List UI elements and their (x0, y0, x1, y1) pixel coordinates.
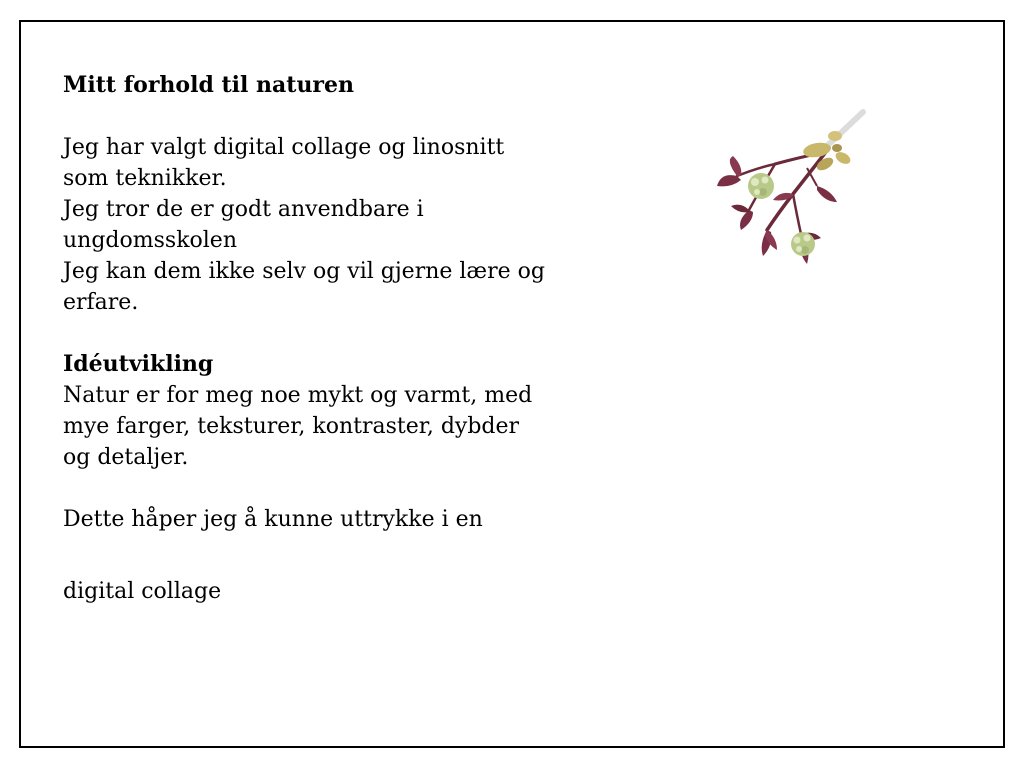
slide-text (63, 70, 623, 607)
spacer (63, 535, 623, 576)
intro-line: Jeg kan dem ikke selv og vil gjerne lære og (63, 259, 545, 284)
slide (19, 20, 1005, 748)
spacer (63, 101, 623, 132)
intro-line: Jeg tror de er godt anvendbare i (63, 197, 424, 222)
idea-line: mye farger, teksturer, kontraster, dybder (63, 414, 520, 439)
subheading: Idéutvikling (63, 351, 214, 377)
spacer (63, 473, 623, 504)
intro-line: Jeg har valgt digital collage og linosnitt (63, 135, 505, 160)
final-line: digital collage (63, 579, 222, 604)
idea-line: Natur er for meg noe mykt og varmt, med (63, 383, 533, 408)
budding-branch-icon (697, 106, 887, 281)
spacer (63, 318, 623, 349)
intro-line: ungdomsskolen (63, 228, 237, 253)
idea-line: og detaljer. (63, 445, 189, 470)
intro-line: erfare. (63, 290, 139, 315)
closing-line: Dette håper jeg å kunne uttrykke i en (63, 507, 483, 532)
intro-line: som teknikker. (63, 166, 227, 191)
heading: Mitt forhold til naturen (63, 72, 355, 98)
